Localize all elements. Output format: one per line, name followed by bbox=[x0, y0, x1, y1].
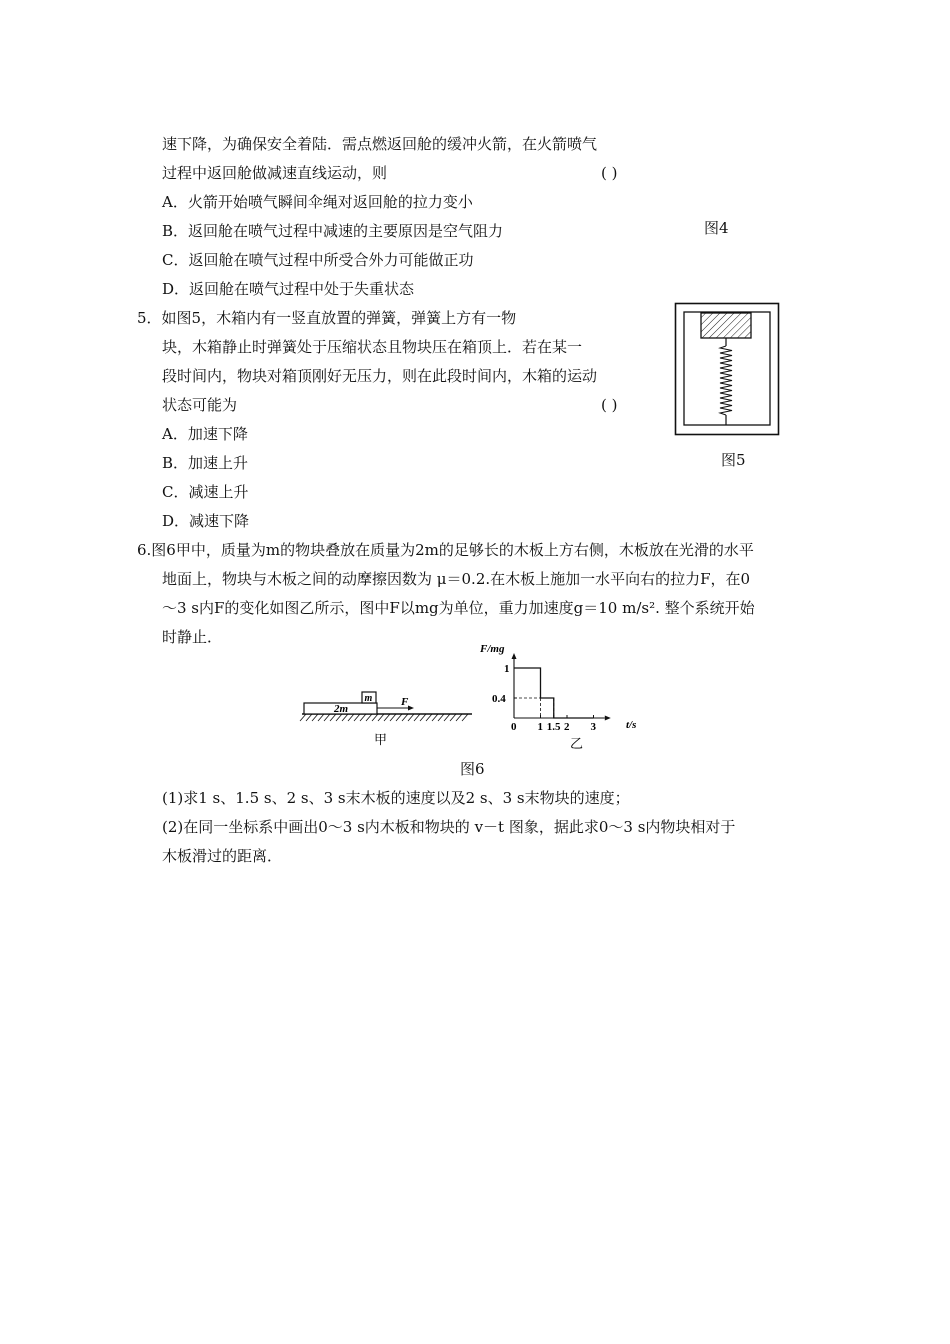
q5-figure-caption: 图5 bbox=[721, 451, 746, 469]
q5-answer-paren: ( ) bbox=[601, 396, 618, 414]
q6-line-4: 时静止． bbox=[162, 628, 223, 646]
q5-option-c: C．减速上升 bbox=[162, 483, 249, 501]
x-axis-arrow bbox=[605, 716, 611, 721]
ground-hatching bbox=[300, 714, 468, 721]
x-tick-label-1: 1 bbox=[537, 721, 543, 733]
q4-answer-paren: ( ) bbox=[601, 164, 618, 182]
y-tick-label-0.4: 0.4 bbox=[492, 693, 506, 705]
q6-line-3: ～3 s内F的变化如图乙所示，图中F以mg为单位，重力加速度g＝10 m/s². 整个系统开始 bbox=[162, 599, 755, 617]
board-2m-label: 2m bbox=[334, 703, 349, 715]
x-tick-label-1.5: 1.5 bbox=[546, 721, 561, 733]
q6-subquestion-2: (2)在同一坐标系中画出0～3 s内木板和物块的 v－t 图象，据此求0～3 s内物块相对于 bbox=[162, 818, 736, 836]
force-label: F bbox=[401, 696, 409, 708]
figure-6-jia bbox=[296, 684, 476, 750]
fig-yi-caption: 乙 bbox=[570, 736, 584, 750]
x-axis-label: t/s bbox=[626, 719, 637, 731]
q5-line-1: 5．如图5，木箱内有一竖直放置的弹簧，弹簧上方有一物 bbox=[137, 309, 517, 327]
fig-jia-caption: 甲 bbox=[374, 732, 388, 747]
x-tick-label-0: 0 bbox=[511, 721, 517, 733]
q6-subquestion-3: 木板滑过的距离． bbox=[162, 847, 283, 865]
q4-line-2: 过程中返回舱做减速直线运动，则 bbox=[162, 164, 388, 182]
q4-option-d: D．返回舱在喷气过程中处于失重状态 bbox=[162, 280, 415, 298]
q5-line-4: 状态可能为 bbox=[162, 396, 238, 414]
y-tick-label-1: 1 bbox=[504, 663, 510, 675]
force-arrow-head bbox=[408, 706, 414, 711]
figure-6-yi-chart bbox=[478, 640, 658, 750]
q5-option-b: B．加速上升 bbox=[162, 454, 249, 472]
q5-line-3: 段时间内，物块对箱顶刚好无压力，则在此段时间内，木箱的运动 bbox=[162, 367, 598, 385]
block-m-label: m bbox=[364, 693, 373, 704]
q4-figure-caption: 图4 bbox=[704, 219, 729, 237]
q5-line-2: 块，木箱静止时弹簧处于压缩状态且物块压在箱顶上．若在某一 bbox=[162, 338, 583, 356]
q4-option-c: C．返回舱在喷气过程中所受合外力可能做正功 bbox=[162, 251, 474, 269]
q6-line-1: 6.图6甲中，质量为m的物块叠放在质量为2m的足够长的木板上方右侧，木板放在光滑的水平 bbox=[137, 541, 754, 559]
force-series-line bbox=[514, 668, 594, 718]
q4-option-a: A．火箭开始喷气瞬间伞绳对返回舱的拉力变小 bbox=[162, 193, 473, 211]
x-tick-label-2: 2 bbox=[564, 721, 570, 733]
q4-option-b: B．返回舱在喷气过程中减速的主要原因是空气阻力 bbox=[162, 222, 504, 240]
y-axis-arrow bbox=[512, 653, 517, 659]
x-tick-label-3: 3 bbox=[590, 721, 596, 733]
block bbox=[701, 313, 751, 338]
figure-5-box-spring bbox=[674, 302, 780, 436]
q6-subquestion-1: (1)求1 s、1.5 s、2 s、3 s末木板的速度以及2 s、3 s末物块的速度； bbox=[162, 789, 630, 807]
q4-line-1: 速下降，为确保安全着陆．需点燃返回舱的缓冲火箭，在火箭喷气 bbox=[162, 135, 598, 153]
q6-figure-caption: 图6 bbox=[460, 760, 485, 778]
q5-option-d: D．减速下降 bbox=[162, 512, 250, 530]
q6-line-2: 地面上，物块与木板之间的动摩擦因数为 μ＝0.2.在木板上施加一水平向右的拉力F，在0 bbox=[162, 570, 751, 588]
spring bbox=[720, 346, 732, 415]
q5-option-a: A．加速下降 bbox=[162, 425, 248, 443]
y-axis-label: F/mg bbox=[480, 643, 505, 655]
